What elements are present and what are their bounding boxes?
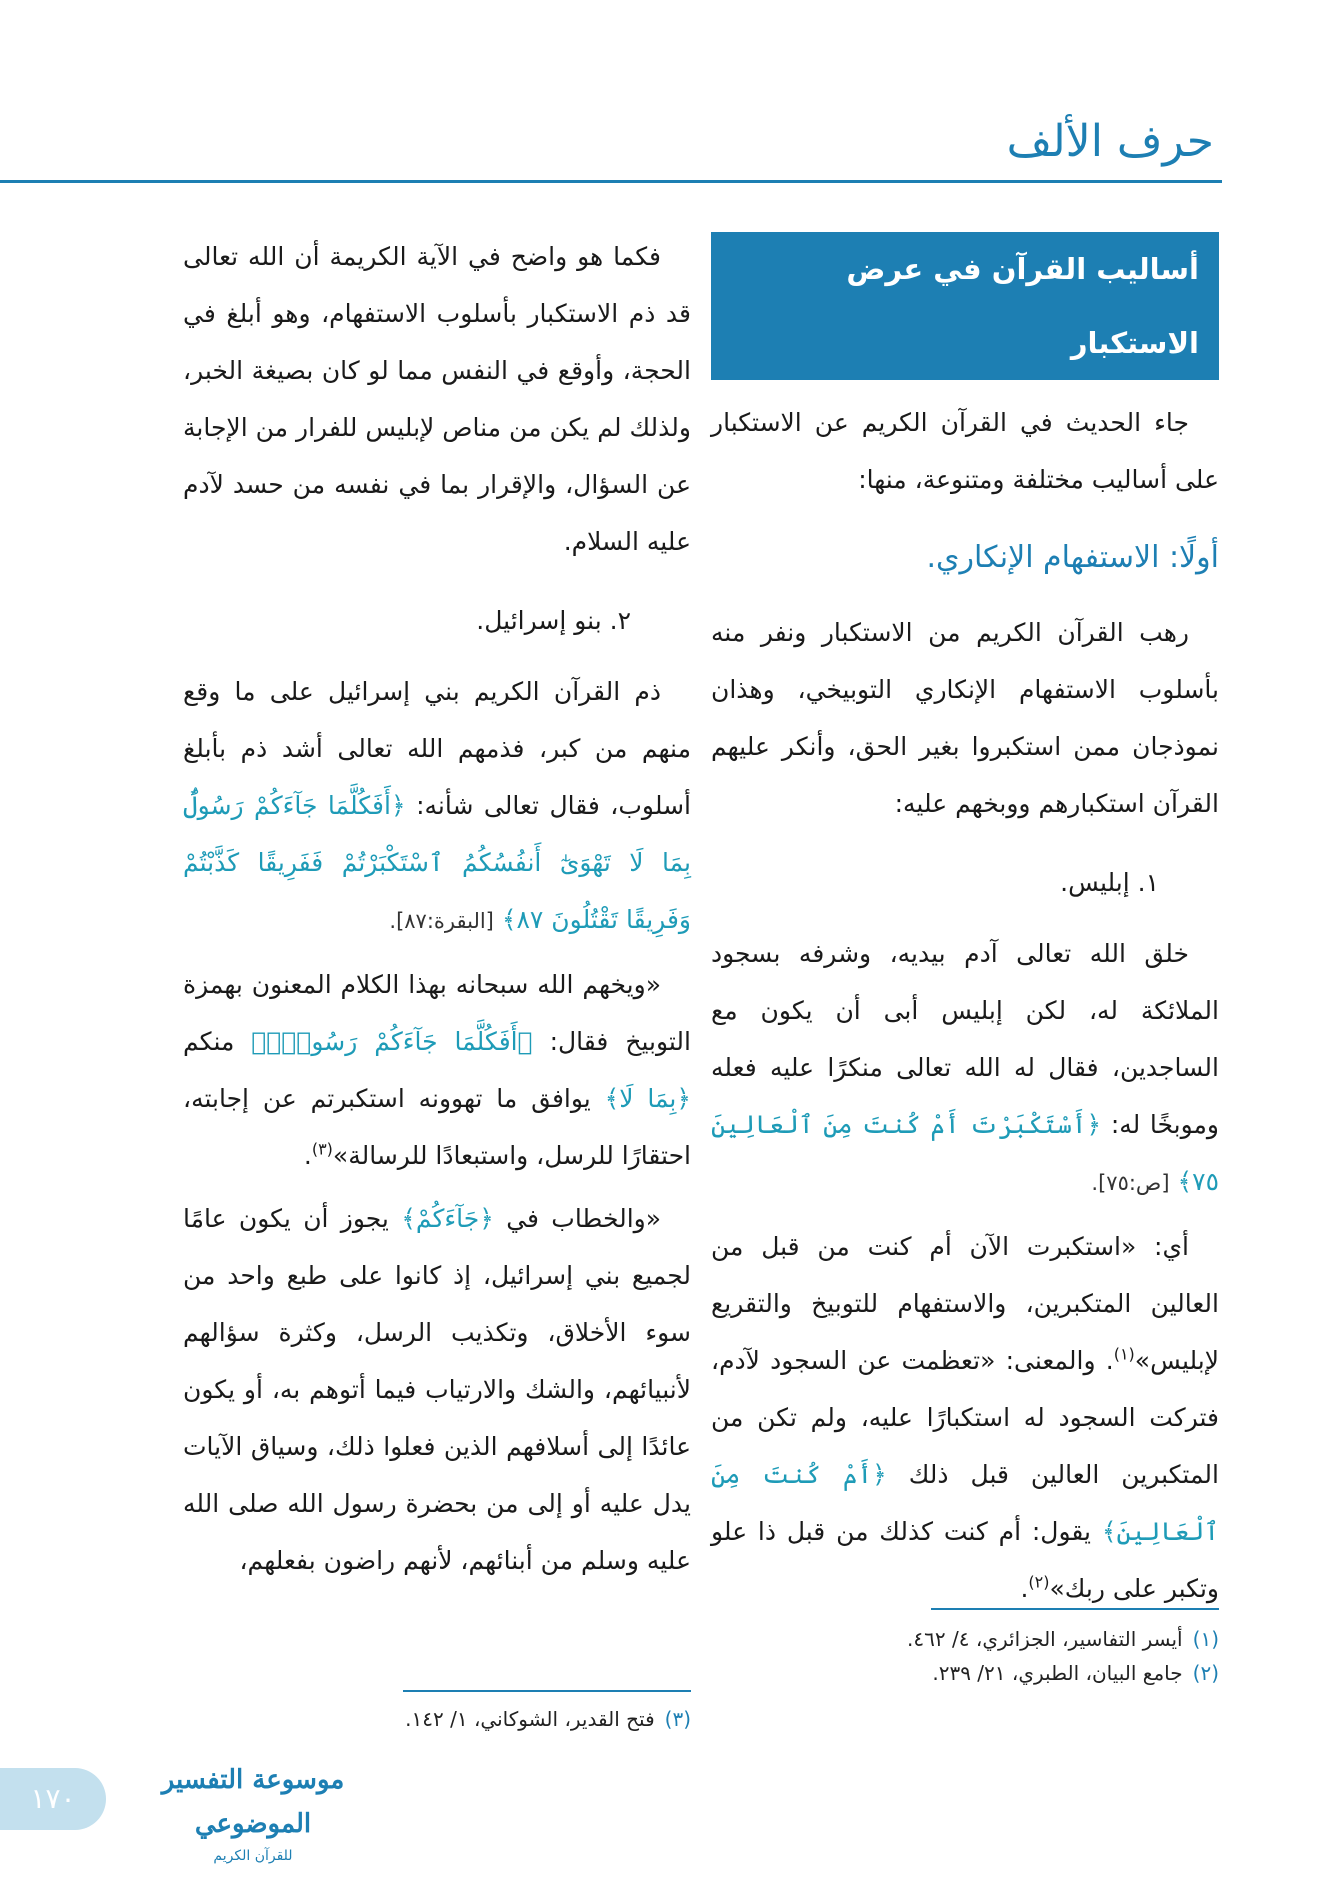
item-bani-israel: ٢. بنو إسرائيل. [476,606,631,635]
paragraph-iblis-explanation [711,1218,1219,1617]
footnote-1 [711,1622,1219,1656]
paragraph-rhetorical: رهب القرآن الكريم من الاستكبار ونفر منه بأسلوب الاستفهام الإنكاري التوبيخي، وهذان نموذجان ممن استكبروا بغير الحق، وأنكر عليهم القرآن استكبارهم ووبخهم عليه: [711,618,1219,818]
encyclopedia-logo [148,1758,358,1864]
quran-fragment: ﴿أَمْ كُنتَ مِنَ ٱلْعَالِينَ﴾ [711,1460,1219,1546]
header-rule [0,180,1222,183]
quran-verse-baqara-87: ﴿أَفَكُلَّمَا جَآءَكُمْ رَسُولٌۢ بِمَا لَا تَهْوَىٰٓ أَنفُسُكُمُ ٱسْتَكْبَرْتُمْ فَفَرِيقًا كَذَّبْتُمْ وَفَرِيقًا تَقْتُلُونَ ٨٧﴾ [183,791,691,934]
footnote-text: أيسر التفاسير، الجزائري، ٤/ ٤٦٢. [907,1627,1183,1651]
logo-sub-text: للقرآن الكريم [213,1848,293,1864]
footnote-ref-2[interactable]: (٢) [1028,1572,1050,1592]
footnote-ref-3[interactable]: (٣) [311,1139,333,1159]
explanation-text-1: أي: «استكبرت الآن أم كنت من قبل من العالين المتكبرين، والاستفهام للتوبيخ والتقريع لإبليس» [711,1232,1219,1375]
rebuke-text-3: يوافق ما تهوونه استكبرتم عن إجابته، احتقارًا للرسل، واستبعادًا للرسالة» [183,1084,691,1170]
chapter-title: حرف الألف [1006,116,1214,167]
rebuke-text-1: «ويخهم الله سبحانه بهذا الكلام المعنون بهمزة التوبيخ فقال: [183,970,691,1056]
page-number: ١٧٠ [0,1768,106,1830]
footnote-text: فتح القدير، الشوكاني، ١/ ١٤٢. [405,1707,655,1731]
paragraph-iblis-text: خلق الله تعالى آدم بيديه، وشرفه بسجود الملائكة له، لكن إبليس أبى أن يكون مع الساجدين، فقال له الله تعالى منكرًا عليه فعله وموبخًا له: [711,939,1219,1139]
footnote-number: (٣) [664,1707,691,1731]
item-iblis: ١. إبليس. [1060,868,1159,897]
verse-reference: [ص:٧٥]. [1091,1171,1170,1195]
footnote-2 [711,1656,1219,1690]
footnote-rule [403,1690,691,1692]
footnotes-left [183,1702,691,1736]
paragraph-conclusion: فكما هو واضح في الآية الكريمة أن الله تعالى قد ذم الاستكبار بأسلوب الاستفهام، وهو أبلغ في الحجة، وأوقع في النفس مما لو كان بصيغة الخبر، ولذلك لم يكن من مناص لإبليس للفرار من الإجابة عن السؤال، والإقرار بما في نفسه من حسد لآدم عليه السلام. [183,242,691,556]
address-text-2: يجوز أن يكون عامًا لجميع بني إسرائيل، إذ كانوا على طبع واحد من سوء الأخلاق، وتكذيب الرسل، وكثرة سؤالهم لأنبيائهم، والشك والارتياب فيما أتوهم به، أو يكون عائدًا إلى أسلافهم الذين فعلوا ذلك، وسياق الآيات يدل عليه أو إلى من بحضرة رسول الله صلى الله عليه وسلم من أبنائهم، لأنهم راضون بفعلهم، [183,1204,691,1575]
explanation-end: . [1020,1574,1029,1603]
footnote-text: جامع البيان، الطبري، ٢١/ ٢٣٩. [932,1661,1183,1685]
right-column [711,228,1219,1623]
left-column [183,228,691,1595]
explanation-text-3: يقول: أم كنت كذلك من قبل ذا علو وتكبر على ربك» [711,1517,1219,1603]
intro-paragraph: جاء الحديث في القرآن الكريم عن الاستكبار على أساليب مختلفة ومتنوعة، منها: [711,408,1219,494]
paragraph-iblis [711,925,1219,1212]
section-banner: أساليب القرآن في عرض الاستكبار [711,232,1219,380]
quran-fragment-2: ﴿بِمَا لَا﴾ [604,1084,692,1113]
bani-israel-text: ذم القرآن الكريم بني إسرائيل على ما وقع منهم من كبر، فذمهم الله تعالى أشد ذم بأبلغ أسلوب، فقال تعالى شأنه: [183,677,691,820]
footnote-ref-1[interactable]: (١) [1113,1344,1135,1364]
address-text-1: «والخطاب في [506,1204,662,1233]
quran-fragment-1: ﴿أَفَكُلَّمَا جَآءَكُمْ رَسُولٌۢ﴾ [251,1027,533,1056]
rebuke-end: . [303,1141,312,1170]
subheading-rhetorical-question: أولًا: الاستفهام الإنكاري. [926,540,1219,575]
paragraph-bani-israel [183,663,691,950]
footnote-rule [931,1608,1219,1610]
footnote-3 [183,1702,691,1736]
rebuke-text-2: منكم [183,1027,235,1056]
footnote-number: (١) [1192,1627,1219,1651]
footnote-number: (٢) [1192,1661,1219,1685]
quran-fragment-3: ﴿جَآءَكُمْ﴾ [401,1204,494,1233]
paragraph-rebuke [183,956,691,1184]
paragraph-address [183,1190,691,1589]
logo-main-text: موسوعة التفسير الموضوعي [161,1765,345,1839]
footnotes-right [711,1622,1219,1690]
verse-reference: [البقرة:٨٧]. [389,909,494,933]
explanation-text-2: . والمعنى: «تعظمت عن السجود لآدم، فتركت السجود له استكبارًا عليه، ولم تكن من المتكبرين العالين قبل ذلك [711,1346,1219,1489]
quran-verse-sad-75: ﴿أَسْتَكْبَرْتَ أَمْ كُنتَ مِنَ ٱلْعَالِينَ ٧٥﴾ [711,1110,1219,1196]
